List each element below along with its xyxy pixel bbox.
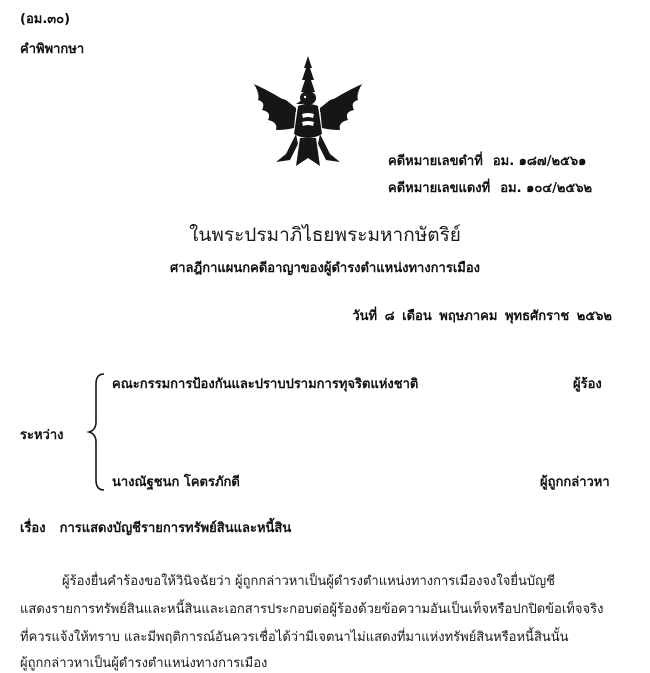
form-code: (อม.๓๐) bbox=[20, 12, 71, 27]
subject-line bbox=[20, 517, 291, 538]
body-paragraph-line: ผู้ถูกกล่าวหาเป็นผู้ดำรงตำแหน่งทางการเมือง bbox=[20, 656, 268, 671]
red-case-label: คดีหมายเลขแดงที่ bbox=[388, 181, 491, 196]
black-case-value: อม. ๑๘๗/๒๕๖๑ bbox=[492, 154, 587, 169]
judgment-date: วันที่ ๘ เดือน พฤษภาคม พุทธศักราช ๒๕๖๒ bbox=[352, 309, 612, 324]
body-paragraph-line: ผู้ร้องยื่นคำร้องขอให้วินิจฉัยว่า ผู้ถูกกล่าวหาเป็นผู้ดำรงตำแหน่งทางการเมืองจงใจยื่นบัญชี bbox=[62, 574, 555, 589]
subject-label: เรื่อง bbox=[20, 521, 46, 536]
court-name: ศาลฎีกาแผนกคดีอาญาของผู้ดำรงตำแหน่งทางการเมือง bbox=[170, 261, 480, 276]
black-case-number bbox=[388, 150, 586, 171]
body-paragraph-line: ที่ควรแจ้งให้ทราบ และมีพฤติการณ์อันควรเชื่อได้ว่ามีเจตนาไม่แสดงที่มาแห่งทรัพย์สินหรือหนี้สินนั้น bbox=[20, 630, 569, 645]
respondent-name: นางณัฐชนก โคตรภักดี bbox=[112, 475, 240, 490]
red-case-number bbox=[388, 177, 592, 198]
document-type: คำพิพากษา bbox=[20, 42, 85, 57]
black-case-label: คดีหมายเลขดำที่ bbox=[388, 154, 483, 169]
respondent-role: ผู้ถูกกล่าวหา bbox=[540, 475, 610, 490]
royal-heading: ในพระปรมาภิไธยพระมหากษัตริย์ bbox=[189, 224, 461, 246]
subject-value: การแสดงบัญชีรายการทรัพย์สินและหนี้สิน bbox=[59, 521, 292, 536]
party-brace bbox=[86, 372, 106, 492]
between-label: ระหว่าง bbox=[20, 428, 64, 443]
red-case-value: อม. ๑๐๔/๒๕๖๒ bbox=[500, 181, 593, 196]
body-paragraph-line: แสดงรายการทรัพย์สินและหนี้สินและเอกสารประกอบต่อผู้ร้องด้วยข้อความอันเป็นเท็จหรือปกปิดข้อเท็จจริง bbox=[20, 602, 604, 617]
garuda-emblem-icon bbox=[246, 54, 370, 174]
petitioner-role: ผู้ร้อง bbox=[573, 377, 602, 392]
petitioner-name: คณะกรรมการป้องกันและปราบปรามการทุจริตแห่งชาติ bbox=[112, 377, 419, 392]
